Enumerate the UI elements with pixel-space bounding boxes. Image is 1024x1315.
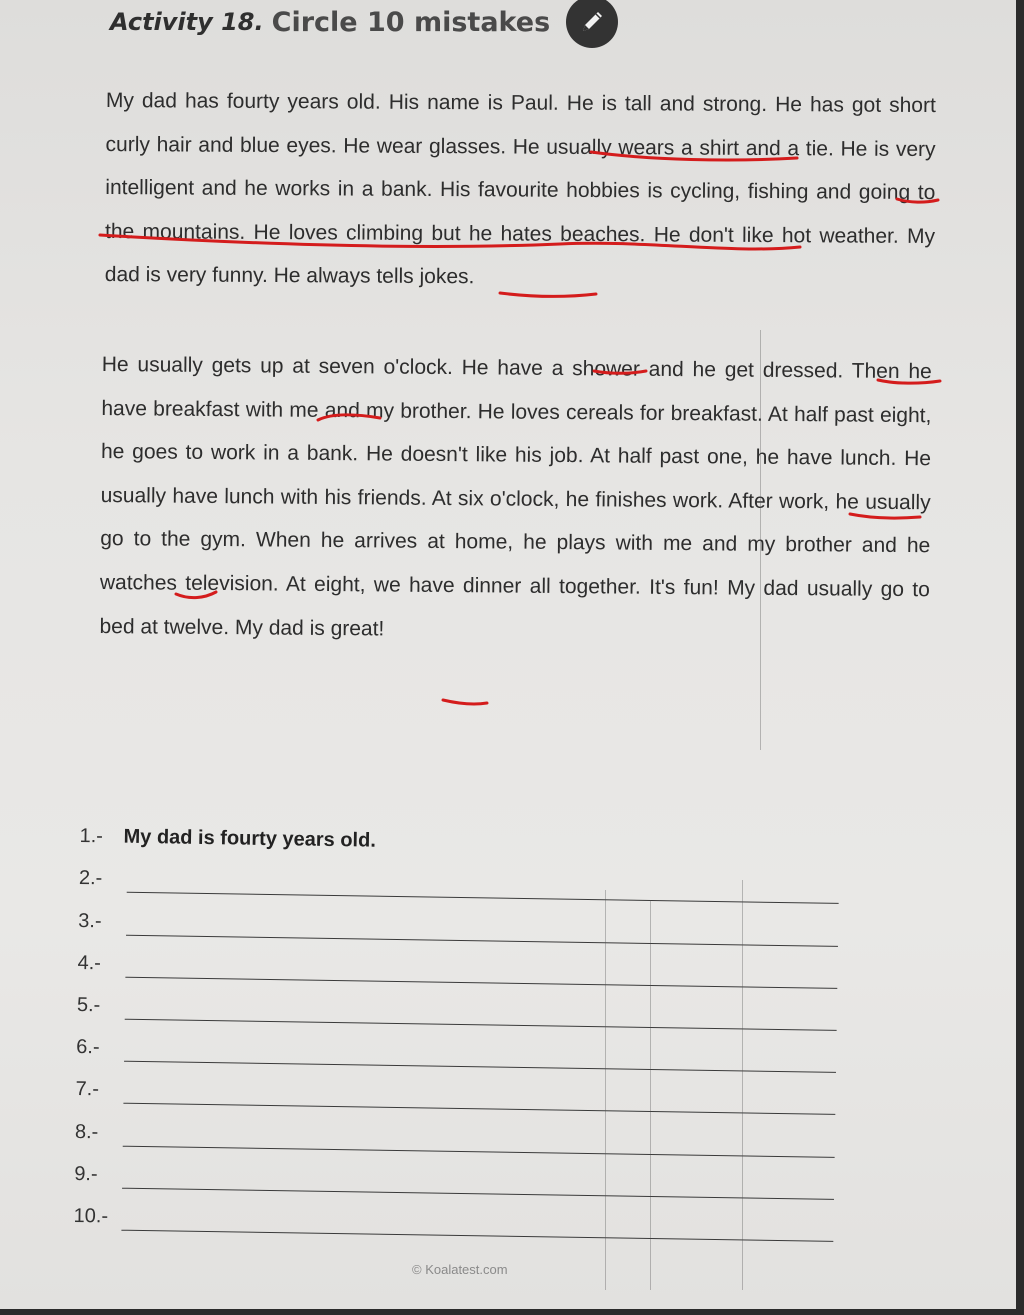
answer-example: My dad is fourty years old. xyxy=(123,825,377,852)
activity-task: Circle 10 mistakes xyxy=(271,6,551,38)
paper-crease xyxy=(605,890,606,1290)
paragraph-1: My dad has fourty years old. His name is Paul. He is tall and strong. He has got short curly hair and blue eyes. He wear glasses. He usually wears a shirt and a tie. He is very intelligent and he works in a bank. His favourite hobbies is cycling, fishing and going to the mountains. He loves climbing but he hates beaches. He don't like hot weather. My dad is very funny. He always tells jokes. xyxy=(104,88,936,289)
answer-list xyxy=(73,810,840,1244)
activity-label: Activity 18. xyxy=(110,8,264,36)
answer-number: 10.- xyxy=(73,1204,109,1228)
answer-number: 3.- xyxy=(78,909,102,932)
answer-number: 7.- xyxy=(75,1078,100,1101)
activity-header xyxy=(110,0,618,44)
answer-number: 6.- xyxy=(76,1036,100,1059)
answer-number: 1.- xyxy=(79,825,104,848)
paragraph-2: He usually gets up at seven o'clock. He have a shower and he get dressed. Then he have breakfast with me and my brother. He loves cereals for breakfast. At half past eight, he goes to work in a bank. He doesn't like his job. At half past one, he have lunch. He usually have lunch with his friends. At six o'clock, he finishes work. After work, he usually go to the gym. When he arrives at home, he plays with me and my brother and he watches television. At eight, we have dinner all together. It's fun! My dad usually go to bed at twelve. My dad is great! xyxy=(99,352,932,641)
answer-number: 9.- xyxy=(74,1162,98,1186)
pen-mark xyxy=(443,700,487,704)
paper-crease xyxy=(742,880,743,1290)
answer-number: 8.- xyxy=(74,1120,99,1143)
answer-number: 5.- xyxy=(76,993,101,1017)
copyright-footer: © Koalatest.com xyxy=(412,1262,508,1277)
answer-number: 4.- xyxy=(77,951,102,975)
answer-line[interactable] xyxy=(121,1230,833,1242)
pencil-icon xyxy=(566,0,618,48)
paper-crease xyxy=(650,900,651,1290)
answer-number: 2.- xyxy=(78,867,103,890)
paper-crease xyxy=(760,330,761,750)
